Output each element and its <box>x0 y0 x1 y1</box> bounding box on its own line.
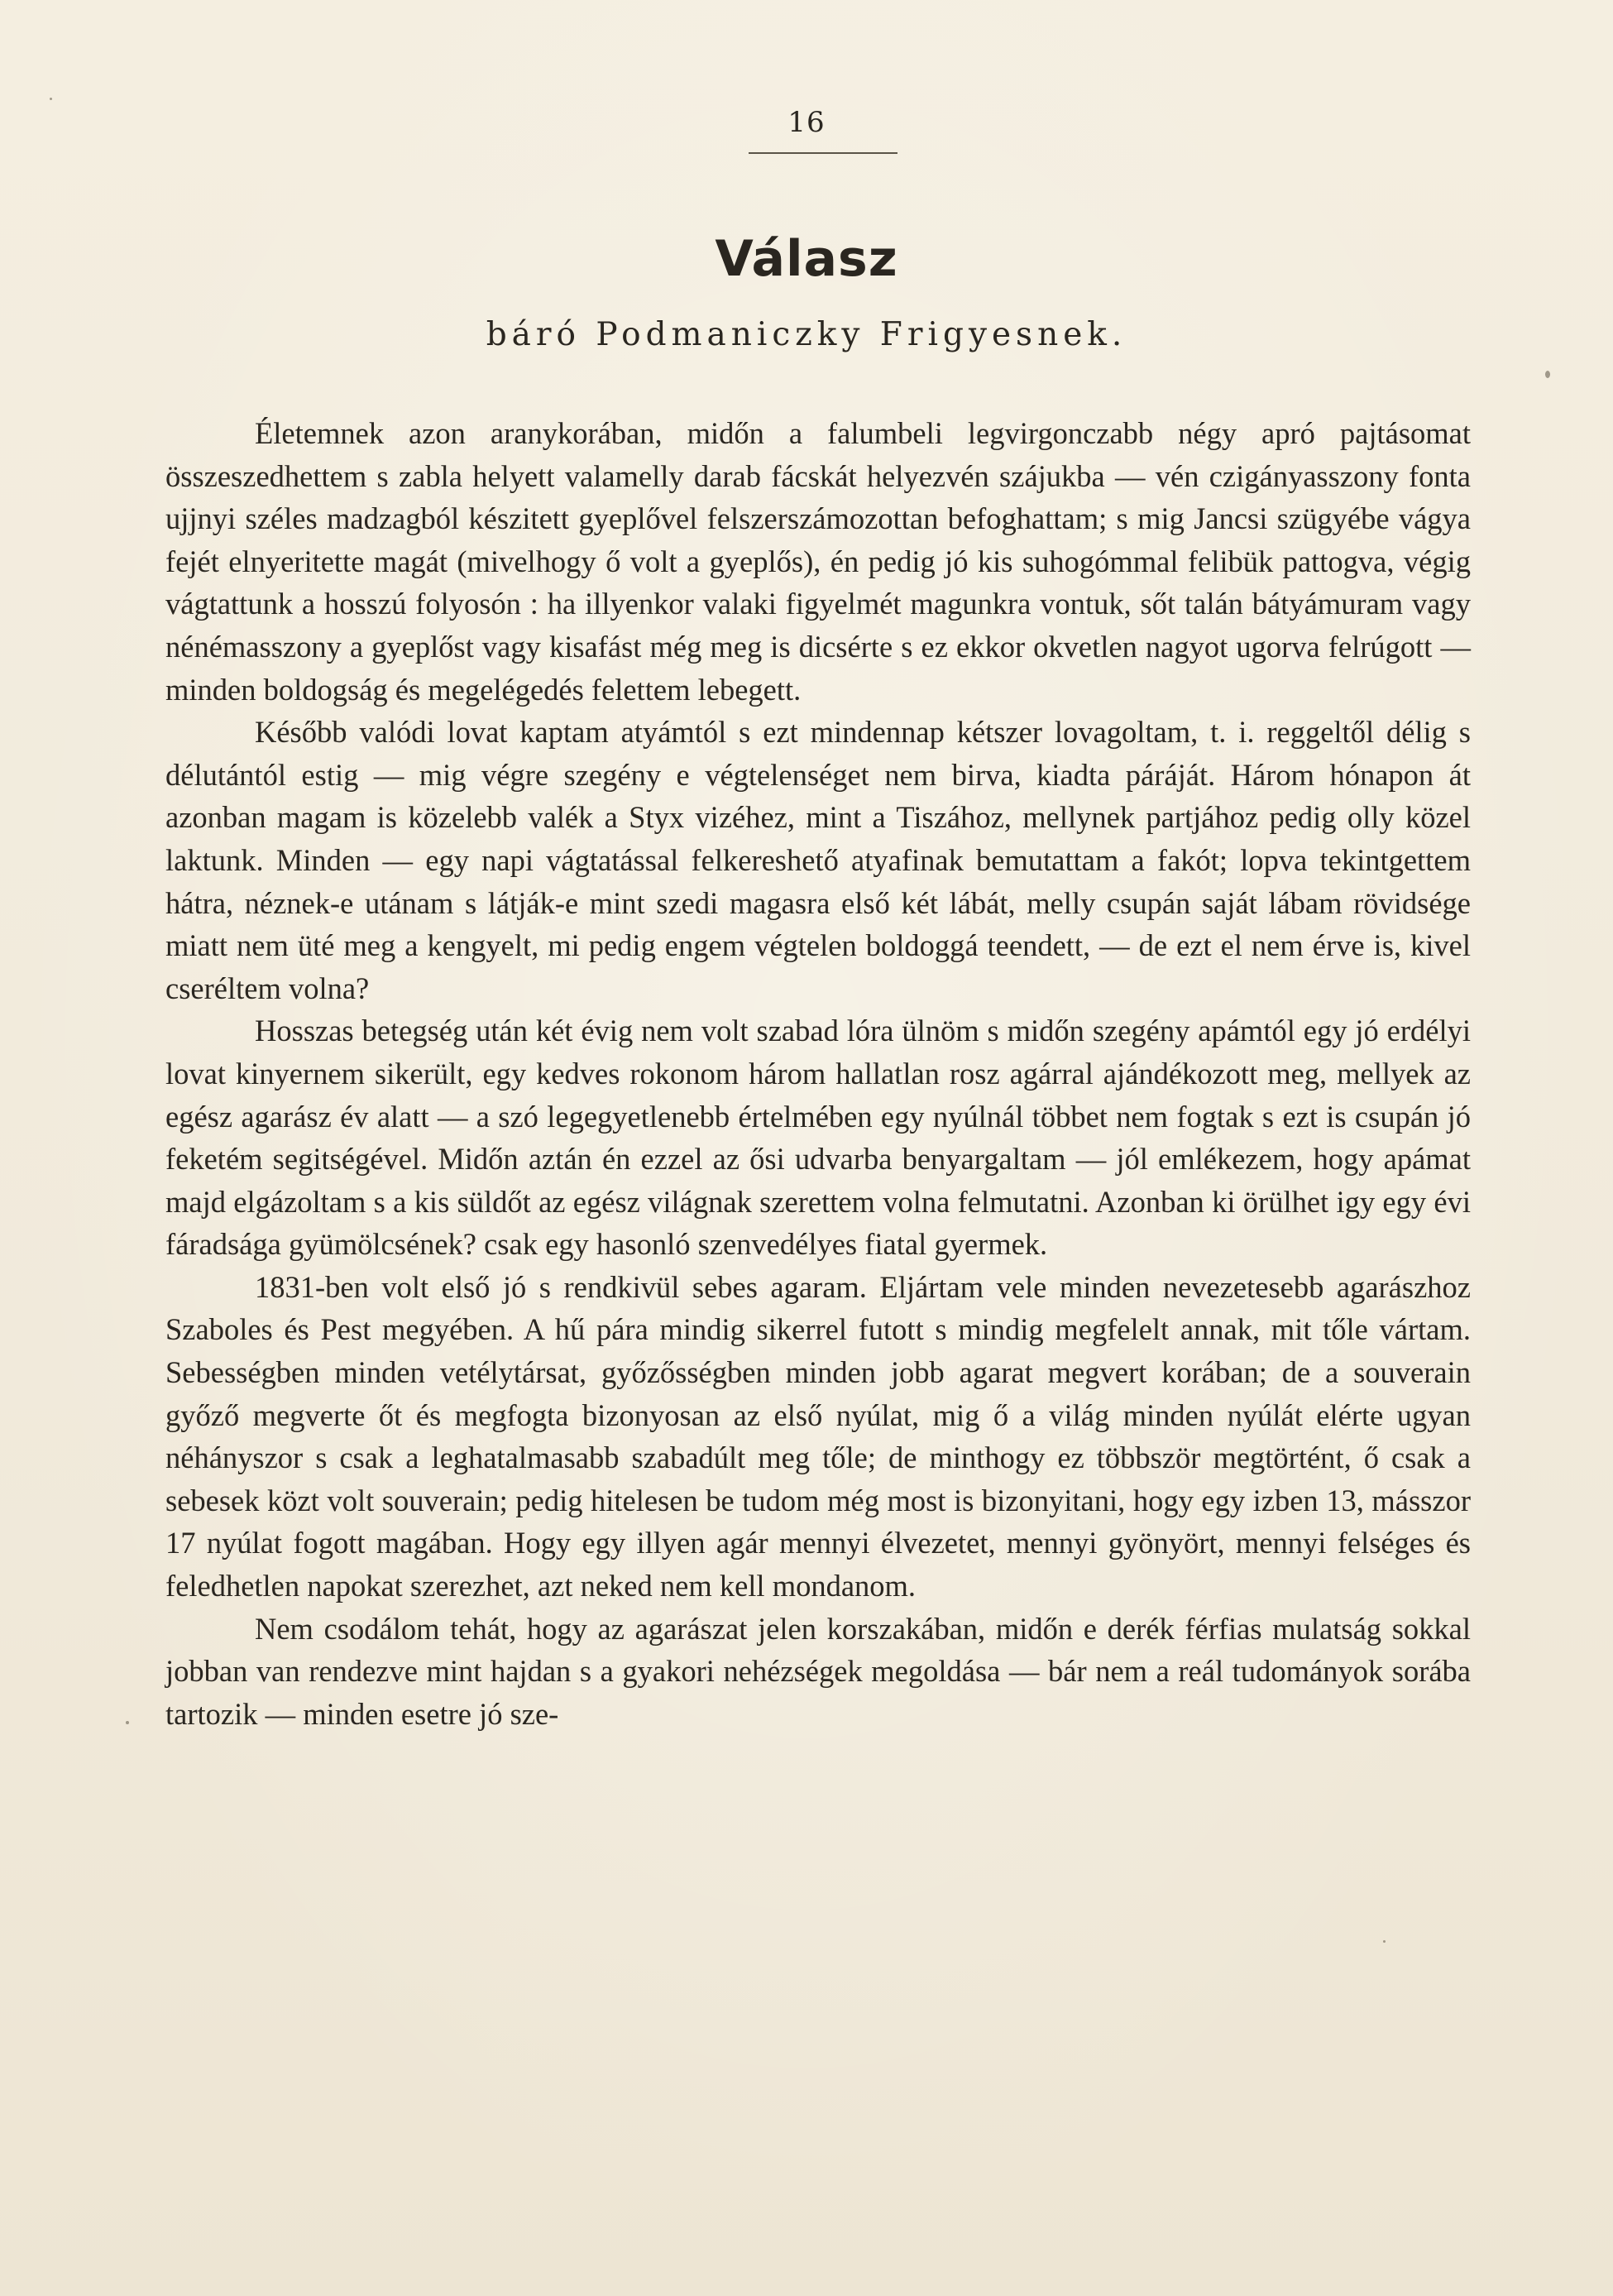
paper-speck <box>1545 371 1550 378</box>
paper-speck <box>50 98 52 100</box>
paragraph: 1831-ben volt első jó s rendkivül sebes agaram. Eljártam vele minden nevezetesebb agarászhoz Szaboles és Pest megyében. A hű pára mindig sikerrel futott s mindig megfelelt annak, mit tőle vártam. Sebességben minden vetélytársat, győzősségben minden jobb agarat megvert korában; de a souverain győző megverte őt és megfogta bizonyosan az első nyúlat, mig ő a világ minden nyúlát elérte ugyan néhányszor s csak a leghatalmasabb szabadúlt meg tőle; de minthogy ez többször megtörtént, ő csak a sebesek közt volt souverain; pedig hitelesen be tudom még most is bizonyitani, hogy egy izben 13, másszor 17 nyúlat fogott magában. Hogy egy illyen agár mennyi élvezetet, mennyi gyönyört, mennyi felséges és feledhetlen napokat szerezhet, azt neked nem kell mondanom. <box>165 1269 1471 1603</box>
paragraph: Később valódi lovat kaptam atyámtól s ezt mindennap kétszer lovagoltam, t. i. reggeltől délig s délutántól estig — mig végre szegény e végtelenséget nem birva, kiadta páráját. Három hónapon át azonban magam is közelebb valék a Styx vizéhez, mint a Tiszához, mellynek partjához pedig olly közel laktunk. Minden — egy napi vágtatással felkereshető atyafinak bemutattam a fakót; lopva tekintgettem hátra, néznek-e utánam s látják-e mint szedi magasra első két lábát, melly csupán saját lábam rövidsége miatt nem üté meg a kengyelt, mi pedig engem végtelen boldoggá teendett, — de ezt el nem érve is, kivel cseréltem volna? <box>165 715 1471 1005</box>
paragraph: Életemnek azon aranykorában, midőn a falumbeli legvirgonczabb négy apró pajtásomat összeszedhettem s zabla helyett valamelly darab fácskát helyezvén szájukba — vén czigányasszony fonta ujjnyi széles madzagból készitett gyeplővel felszerszámozottan befoghattam; s mig Jancsi szügyébe vágya fejét elnyeritette magát (mivelhogy ő volt a gyeplős), én pedig jó kis suhogómmal felibük pattogva, végig vágtattunk a hosszú folyosón : ha illyenkor valaki figyelmét magunkra vontuk, sőt talán bátyámuram vagy nénémasszony a gyeplőst vagy kisafást még meg is dicsérte s ez ekkor okvetlen nagyot ugorva felrúgott — minden boldogság és megelégedés felettem lebegett. <box>165 416 1471 707</box>
paper-speck <box>1383 1940 1386 1943</box>
page-subtitle: báró Podmaniczky Frigyesnek. <box>486 316 1127 353</box>
header-rule <box>749 152 897 154</box>
page-title: Válasz <box>715 230 898 288</box>
paragraph: Hosszas betegség után két évig nem volt szabad lóra ülnöm s midőn szegény apámtól egy jó erdélyi lovat kinyernem sikerült, egy kedves rokonom három hallatlan rosz agárral ajándékozott meg, mellyek az egész agarász év alatt — a szó legegyetlenebb értelmében egy nyúlnál többet nem fogtak s ezt is csupán jó feketém segitségével. Midőn aztán én ezzel az ősi udvarba benyargaltam — jól emlékezem, hogy apámat majd elgázoltam s a kis süldőt az egész világnak szerettem volna felmutatni. Azonban ki örülhet igy egy évi fáradsága gyümölcsének? csak egy hasonló szenvedélyes fiatal gyermek. <box>165 1014 1471 1262</box>
page-number: 16 <box>787 106 826 139</box>
article-body <box>165 412 1471 1735</box>
paper-speck <box>126 1721 129 1724</box>
paragraph: Nem csodálom tehát, hogy az agarászat jelen korszakában, midőn e derék férfias mulatság sokkal jobban van rendezve mint hajdan s a gyakori nehézségek megoldása — bár nem a reál tudományok sorába tartozik — minden esetre jó sze- <box>165 1611 1471 1731</box>
